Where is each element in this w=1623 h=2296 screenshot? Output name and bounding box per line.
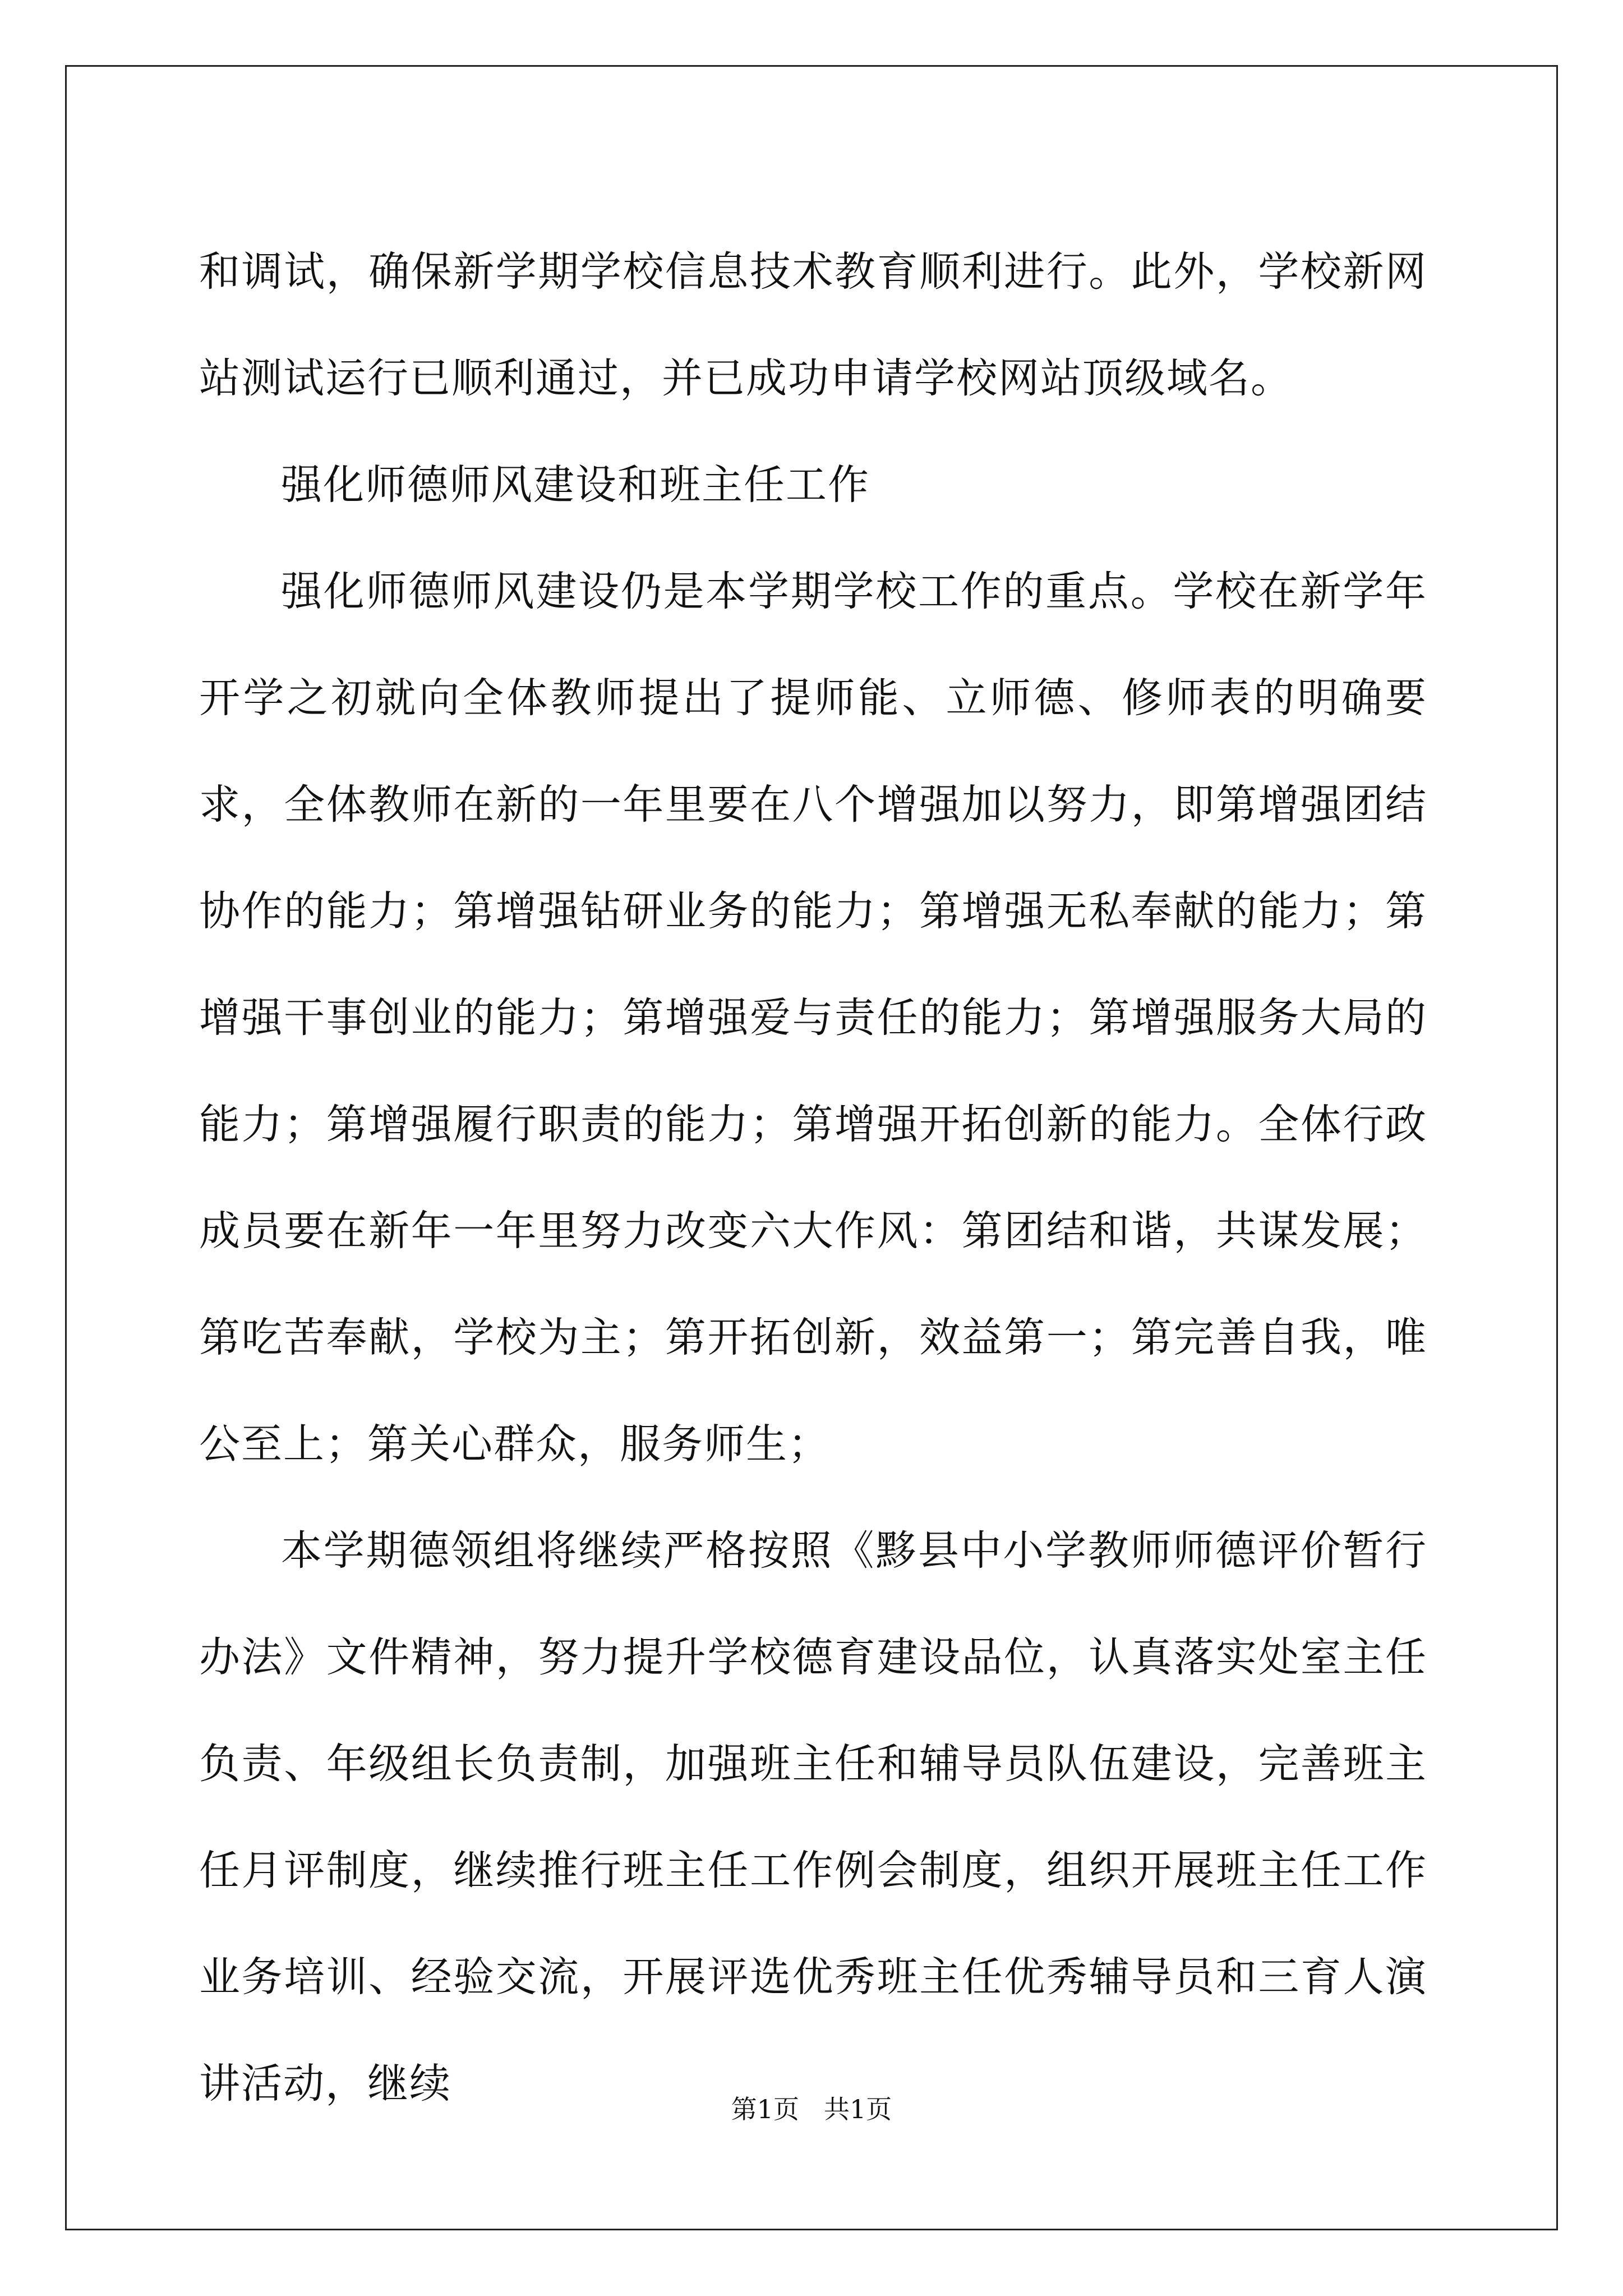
- page-footer: [0, 2092, 1623, 2126]
- paragraph-2: 强化师德师风建设仍是本学期学校工作的重点。学校在新学年开学之初就向全体教师提出了提师能、立师德、修师表的明确要求，全体教师在新的一年里要在八个增强加以努力，即第增强团结协作的能力；第增强钻研业务的能力；第增强无私奉献的能力；第增强干事创业的能力；第增强爱与责任的能力；第增强服务大局的能力；第增强履行职责的能力；第增强开拓创新的能力。全体行政成员要在新年一年里努力改变六大作风：第团结和谐，共谋发展；第吃苦奉献，学校为主；第开拓创新，效益第一；第完善自我，唯公至上；第关心群众，服务师生；: [199, 568, 1427, 1468]
- section-heading: 强化师德师风建设和班主任工作: [281, 461, 870, 509]
- page-total: 共1页: [823, 2094, 892, 2124]
- page-number: 第1页: [731, 2094, 800, 2124]
- footer-spacer: [799, 2094, 824, 2124]
- paragraph-3: 本学期德领组将继续严格按照《黟县中小学教师师德评价暂行办法》文件精神，努力提升学校德育建设品位，认真落实处室主任负责、年级组长负责制，加强班主任和辅导员队伍建设，完善班主任月评制度，继续推行班主任工作例会制度，组织开展班主任工作业务培训、经验交流，开展评选优秀班主任优秀辅导员和三育人演讲活动，继续: [199, 1527, 1427, 2108]
- paragraph-1: 和调试，确保新学期学校信息技术教育顺利进行。此外，学校新网站测试运行已顺利通过，并已成功申请学校网站顶级域名。: [199, 248, 1427, 402]
- document-body: [199, 219, 1427, 2137]
